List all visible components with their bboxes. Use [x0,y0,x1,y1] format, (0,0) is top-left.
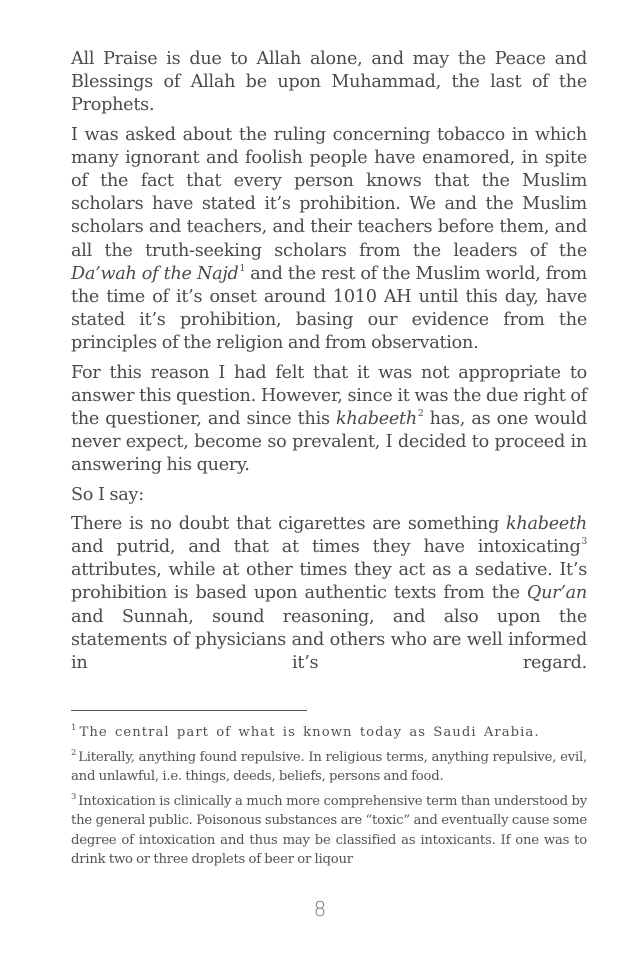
footnote-ref-3[interactable]: 3 [581,537,587,548]
paragraph-text: For this reason I had felt that it was not appropriate to answer this question. However, since it was the due right of the questioner, and since this [71,362,587,430]
paragraph-text: has, as one would never expect, become so prevalent, I decided to proceed in answering his query. [71,409,587,476]
page-number: 8 [313,897,327,921]
italic-term: khabeeth [335,409,417,430]
footnote-2 [71,748,587,787]
paragraph-reason [71,362,587,478]
footnote-number: 3 [71,791,77,802]
paragraph-text: attributes, while at other times they act as a sedative. It’s prohibition is based upon authentic texts from the [71,560,587,604]
paragraph-text: and putrid, and that at times they have intoxicating [71,537,581,558]
paragraph-question [71,124,587,356]
footnote-number: 2 [71,747,77,758]
italic-term: Qur’an [526,583,587,604]
paragraph-text: and Sunnah, sound reasoning, and also upon the statements of physicians and others who are well informed in it’s regard. [71,606,587,674]
italic-term: Da’wah of the Najd [71,263,239,284]
paragraph-text: and the rest of the Muslim world, from the time of it’s onset around 1010 AH until this day, have stated it’s prohibition, basing our evidence from the principles of the religion and from observation. [71,263,587,354]
footnote-3 [71,792,587,870]
italic-term: khabeeth [506,513,587,534]
footnote-ref-1[interactable]: 1 [239,263,246,274]
paragraph-opening-praise: All Praise is due to Allah alone, and may the Peace and Blessings of Allah be upon Muhammad, the last of the Prophets. [71,49,587,116]
paragraph-text: There is no doubt that cigarettes are something [71,513,507,534]
footnote-1 [71,723,587,743]
footnote-text: Literally, anything found repulsive. In religious terms, anything repulsive, evil, and unlawful, i.e. things, deeds, beliefs, persons and food. [71,749,587,784]
footnote-ref-2[interactable]: 2 [417,409,424,420]
page-body [71,48,587,681]
paragraph-ruling [71,513,587,675]
footnotes-section [71,723,587,875]
paragraph-text: I was asked about the ruling concerning tobacco in which many ignorant and foolish people have enamored, in spite of the fact that every person knows that the Muslim scholars have stated it’s prohibition. We and the Muslim scholars and teachers, and their teachers before them, and all the truth-seeking scholars from the leaders of the [71,124,587,261]
paragraph-so-i-say: So I say: [71,484,144,505]
footnote-text: Intoxication is clinically a much more comprehensive term than understood by the general public. Poisonous substances are “toxic” and eventually cause some degree of intoxication and thus may be classified as intoxicants. If one was to drink two or three droplets of beer or liqour [71,793,587,867]
footnote-number: 1 [71,723,78,733]
footnote-divider [71,710,307,711]
footnote-text: The central part of what is known today as Saudi Arabia. [79,725,540,740]
